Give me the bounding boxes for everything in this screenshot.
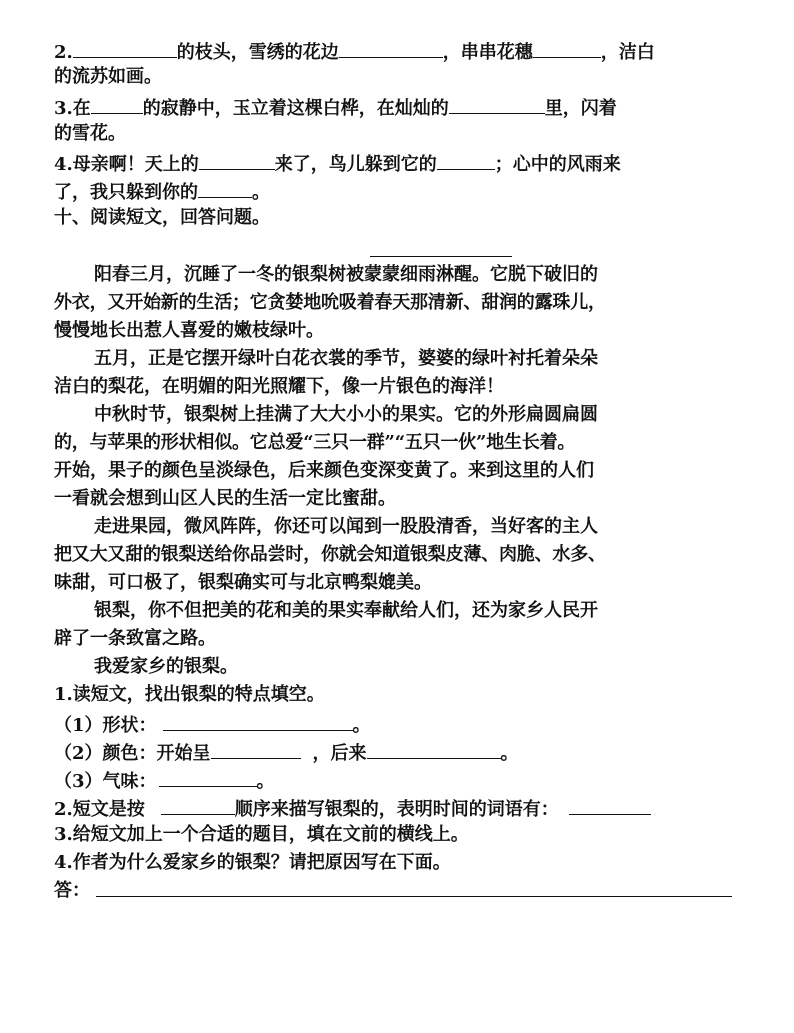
question-end: 。 <box>256 771 275 792</box>
color-start-blank[interactable] <box>211 738 301 759</box>
passage-line: 开始，果子的颜色呈淡绿色，后来颜色变深变黄了。来到这里的人们 <box>54 460 594 481</box>
passage-line: 银梨，你不但把美的花和美的果实奉献给人们，还为家乡人民开 <box>94 600 598 621</box>
fill-text: 了，我只躲到你的 <box>54 182 198 203</box>
fill-item-3-line2 <box>54 121 744 147</box>
fill-blank[interactable] <box>91 93 143 114</box>
question-end: 。 <box>352 715 371 736</box>
passage-line: 辟了一条致富之路。 <box>54 628 216 649</box>
fill-text: ，串串花穗 <box>442 42 533 63</box>
fill-item-3-line1 <box>54 93 744 119</box>
question-label: （3）气味： <box>54 771 157 792</box>
fill-text: 的寂静中，玉立着这棵白桦，在灿灿的 <box>142 98 449 119</box>
question-label: 2.短文是按 <box>54 799 145 820</box>
question-end: 。 <box>500 743 519 764</box>
question-1-smell <box>54 766 744 792</box>
question-1-shape <box>54 710 744 736</box>
fill-blank[interactable] <box>199 149 275 170</box>
fill-text: 的流苏如画。 <box>54 66 162 87</box>
passage-line: 一看就会想到山区人民的生活一定比蜜甜。 <box>54 488 396 509</box>
passage-line: 把又大又甜的银梨送给你品尝时，你就会知道银梨皮薄、肉脆、水多、 <box>54 544 606 565</box>
fill-text: 的枝头，雪绣的花边 <box>176 42 339 63</box>
smell-blank[interactable] <box>159 766 257 787</box>
fill-text: 来了，鸟儿躲到它的 <box>274 154 437 175</box>
question-mid: 顺序来描写银梨的，表明时间的词语有： <box>234 799 559 820</box>
fill-blank[interactable] <box>449 93 545 114</box>
question-1: 1.读短文，找出银梨的特点填空。 <box>54 684 325 705</box>
answer-line[interactable] <box>96 896 732 897</box>
fill-text: ；心中的风雨来 <box>494 154 621 175</box>
fill-blank[interactable] <box>339 37 443 58</box>
section-heading: 十、阅读短文，回答问题。 <box>54 207 270 228</box>
fill-text: 4.母亲啊！天上的 <box>54 154 199 175</box>
question-3: 3.给短文加上一个合适的题目，填在文前的横线上。 <box>54 824 469 845</box>
fill-item-4-line2 <box>54 177 744 203</box>
fill-blank[interactable] <box>198 177 252 198</box>
shape-blank[interactable] <box>163 710 353 731</box>
question-4: 4.作者为什么爱家乡的银梨？请把原因写在下面。 <box>54 852 451 873</box>
passage-line: 阳春三月，沉睡了一冬的银梨树被蒙蒙细雨淋醒。它脱下破旧的 <box>94 264 598 285</box>
passage-line: 走进果园，微风阵阵，你还可以闻到一股股清香，当好客的主人 <box>94 516 598 537</box>
passage-line: 我爱家乡的银梨。 <box>94 656 238 677</box>
passage-line: 慢慢地长出惹人喜爱的嫩枝绿叶。 <box>54 320 324 341</box>
fill-text: 3.在 <box>54 98 91 119</box>
title-blank[interactable] <box>370 256 512 257</box>
fill-item-2-line1 <box>54 37 744 63</box>
fill-text: 。 <box>252 182 270 203</box>
passage-line: 味甜，可口极了，银梨确实可与北京鸭梨媲美。 <box>54 572 432 593</box>
passage-line: 中秋时节，银梨树上挂满了大大小小的果实。它的外形扁圆扁圆 <box>94 404 598 425</box>
fill-blank[interactable] <box>73 37 177 58</box>
fill-blank[interactable] <box>437 149 495 170</box>
passage-line: 洁白的梨花，在明媚的阳光照耀下，像一片银色的海洋！ <box>54 376 504 397</box>
question-label: （1）形状： <box>54 715 157 736</box>
question-mid: ，后来 <box>312 743 367 764</box>
question-label: （2）颜色：开始呈 <box>54 743 211 764</box>
passage-line: 外衣，又开始新的生活；它贪婪地吮吸着春天那清新、甜润的露珠儿， <box>54 292 606 313</box>
fill-blank[interactable] <box>533 37 601 58</box>
fill-text: 里，闪着 <box>544 98 617 119</box>
question-2 <box>54 794 744 820</box>
order-blank[interactable] <box>161 794 235 815</box>
answer-label: 答： <box>54 880 90 901</box>
passage-line: 的，与苹果的形状相似。它总爱“三只一群”“五只一伙”地生长着。 <box>54 432 576 453</box>
fill-text: 的雪花。 <box>54 123 126 144</box>
color-later-blank[interactable] <box>367 738 501 759</box>
fill-item-2-line2 <box>54 64 744 90</box>
fill-text: 2. <box>54 42 73 63</box>
passage-line: 五月，正是它摆开绿叶白花衣裳的季节，婆婆的绿叶衬托着朵朵 <box>94 348 598 369</box>
question-1-color <box>54 738 744 764</box>
fill-item-4-line1 <box>54 149 744 175</box>
time-words-blank[interactable] <box>569 794 651 815</box>
fill-text: ，洁白 <box>600 42 655 63</box>
